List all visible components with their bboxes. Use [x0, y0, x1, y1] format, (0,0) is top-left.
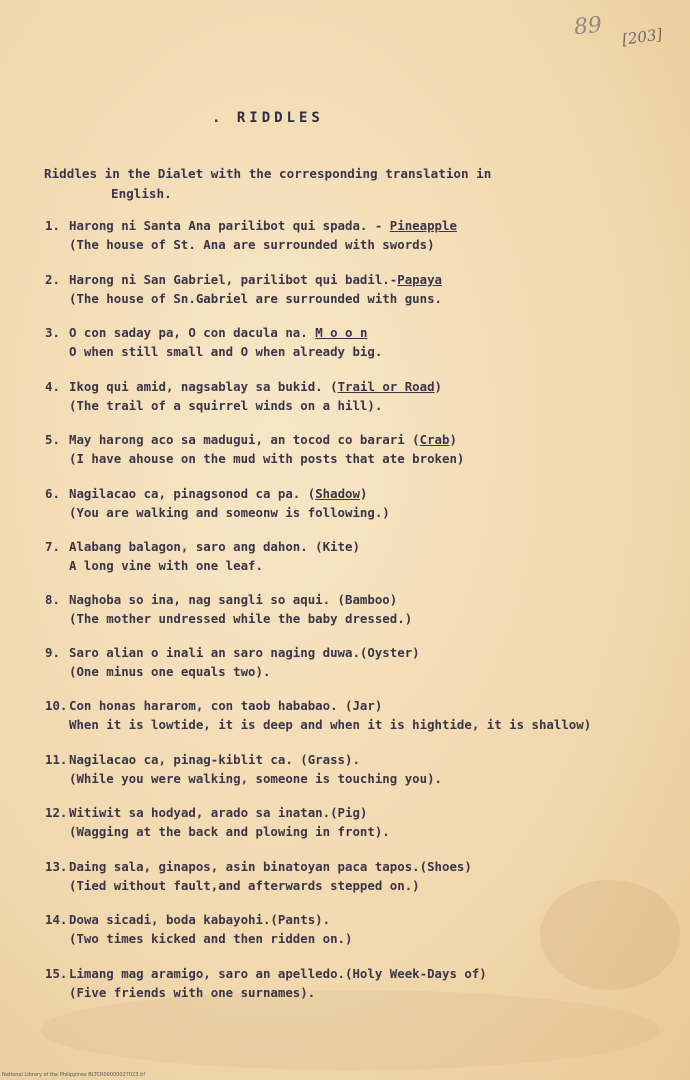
riddle-text — [69, 696, 382, 715]
footer-source: National Library of the Philippines BLTCR00000027023.tif — [2, 1072, 146, 1078]
riddle-text — [69, 910, 330, 929]
riddle-translation: (One minus one equals two). — [69, 664, 271, 679]
riddle-number: 9. — [45, 645, 60, 660]
riddle-number: 13. — [45, 859, 68, 874]
riddle-text-end: ) — [359, 486, 368, 501]
riddle-text-main: Daing sala, ginapos, asin binatoyan paca tapos.(Shoes) — [69, 859, 472, 874]
page-title: . RIDDLES — [212, 110, 324, 126]
paper-stain — [540, 880, 680, 990]
riddle-text — [69, 750, 360, 769]
riddle-answer: M o o n — [315, 325, 368, 340]
riddle-answer: Pineapple — [389, 218, 457, 233]
riddle-text — [69, 323, 367, 342]
riddle-number: 4. — [45, 379, 60, 394]
riddle-text-end: ) — [434, 379, 443, 394]
riddle-text-main: Alabang balagon, saro ang dahon. (Kite) — [69, 539, 360, 554]
riddle-text — [69, 216, 457, 235]
riddle-text-main: Witiwit sa hodyad, arado sa inatan.(Pig) — [69, 805, 368, 820]
bracket-number-annotation: [203] — [620, 25, 664, 49]
riddle-number: 5. — [45, 432, 60, 447]
riddle-text-main: O con saday pa, O con dacula na. — [69, 325, 316, 340]
riddle-text — [69, 484, 367, 503]
riddle-text — [69, 857, 472, 876]
riddle-number: 12. — [45, 805, 68, 820]
riddle-text-main: Naghoba so ina, nag sangli so aqui. (Bamboo) — [69, 592, 398, 607]
riddle-number: 2. — [45, 272, 60, 287]
riddle-text — [69, 964, 487, 983]
riddle-translation: (Five friends with one surnames). — [69, 985, 316, 1000]
riddle-text — [69, 430, 457, 449]
riddle-text-main: Dowa sicadi, boda kabayohi.(Pants). — [69, 912, 331, 927]
riddle-text-main: May harong aco sa madugui, an tocod co barari ( — [69, 432, 420, 447]
riddle-text — [69, 803, 367, 822]
riddle-text — [69, 270, 442, 289]
riddle-translation: (You are walking and someonw is following.) — [69, 505, 390, 520]
riddle-text-main: Saro alian o inali an saro naging duwa.(Oyster) — [69, 645, 420, 660]
riddle-translation: (The mother undressed while the baby dressed.) — [69, 611, 413, 626]
riddle-translation: When it is lowtide, it is deep and when it is hightide, it is shallow) — [69, 717, 592, 732]
riddle-text-main: Con honas hararom, con taob hababao. (Jar) — [69, 698, 383, 713]
riddle-text-main: Ikog qui amid, nagsablay sa bukid. ( — [69, 379, 338, 394]
paper-stain — [40, 990, 660, 1070]
riddle-translation: (Two times kicked and then ridden on.) — [69, 931, 353, 946]
riddle-number: 11. — [45, 752, 68, 767]
riddle-answer: Papaya — [397, 272, 442, 287]
riddle-translation: (Tied without fault,and afterwards stepped on.) — [69, 878, 420, 893]
intro-line-1: Riddles in the Dialet with the corresponding translation in — [44, 166, 492, 181]
riddle-number: 14. — [45, 912, 68, 927]
riddle-number: 8. — [45, 592, 60, 607]
riddle-text-main: Harong ni Santa Ana parilibot qui spada. - — [69, 218, 390, 233]
riddle-text-end: ) — [449, 432, 457, 447]
riddle-number: 3. — [45, 325, 60, 340]
riddle-number: 6. — [45, 486, 60, 501]
riddle-translation: A long vine with one leaf. — [69, 558, 263, 573]
riddle-translation: (The house of St. Ana are surrounded with swords) — [69, 237, 435, 252]
intro-paragraph — [44, 164, 604, 204]
riddle-text — [69, 590, 397, 609]
riddle-text-main: Nagilacao ca, pinagsonod ca pa. ( — [69, 486, 316, 501]
riddle-text — [69, 377, 442, 396]
riddle-translation: (The house of Sn.Gabriel are surrounded with guns. — [69, 291, 442, 306]
riddle-number: 7. — [45, 539, 60, 554]
riddle-translation: (I have ahouse on the mud with posts that ate broken) — [69, 451, 465, 466]
riddle-answer: Shadow — [315, 486, 360, 501]
riddle-translation: (While you were walking, someone is touching you). — [69, 771, 442, 786]
riddle-answer: Crab — [419, 432, 450, 447]
riddle-text — [69, 537, 360, 556]
intro-line-2: English. — [111, 186, 172, 201]
riddle-translation: O when still small and O when already big. — [69, 344, 383, 359]
riddle-translation: (The trail of a squirrel winds on a hill). — [69, 398, 383, 413]
page-number-annotation: 89 — [572, 12, 604, 41]
riddle-number: 10. — [45, 698, 68, 713]
riddle-text-main: Nagilacao ca, pinag-kiblit ca. (Grass). — [69, 752, 360, 767]
riddle-answer: Trail or Road — [337, 379, 435, 394]
riddle-number: 1. — [45, 218, 60, 233]
riddle-number: 15. — [45, 966, 68, 981]
riddle-text — [69, 643, 420, 662]
riddle-text-main: Limang mag aramigo, saro an apelledo.(Holy Week-Days of) — [69, 966, 487, 981]
riddle-translation: (Wagging at the back and plowing in front). — [69, 824, 390, 839]
riddle-text-main: Harong ni San Gabriel, parilibot qui badil.- — [69, 272, 398, 287]
